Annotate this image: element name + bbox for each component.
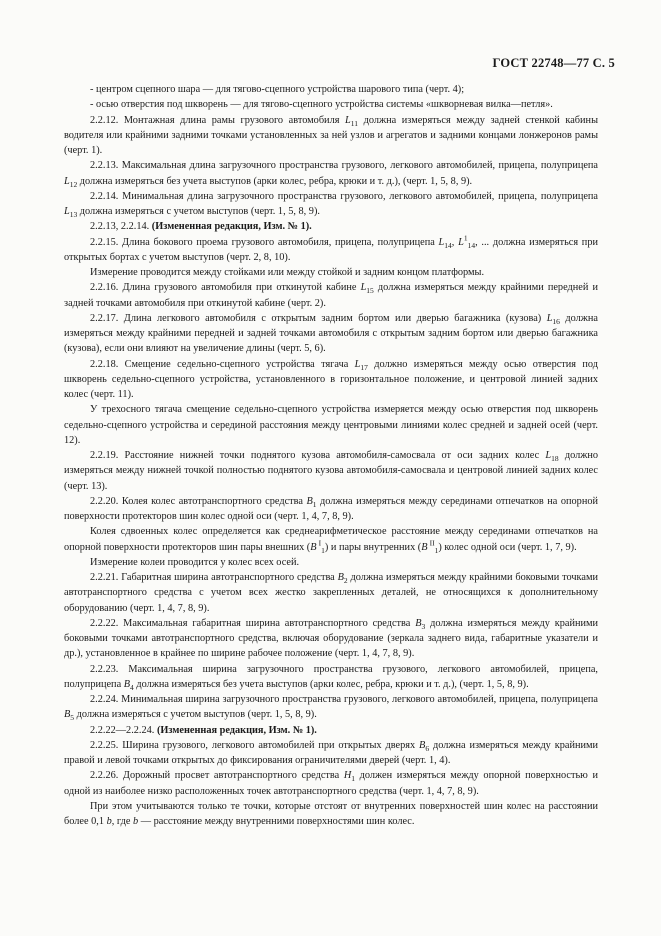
edition-ref: 2.2.13, 2.2.14. [90, 221, 152, 233]
paragraph-p2222ed [64, 723, 598, 738]
paragraph-p2226b: При этом учитываются только те точки, которые отстоят от внутренних поверхностей шин колес на расстоянии более 0,1 b, где b — расстояние между внутренними поверхностями шин колес. [64, 800, 598, 827]
paragraph-p2222: 2.2.22. Максимальная габаритная ширина автотранспортного средства $B_3$ должна измеряться между крайними боковыми точками автотранспортного средства, включая оборудование (зеркала заднего вида, габаритные указатели и др.), установленное в крайнее по ширине рабочее положение (черт. 1, 4, 7, 8, 9). [64, 617, 599, 660]
paragraph-p2224: 2.2.24. Минимальная ширина загрузочного пространства грузового, легкового автомобилей, прицепа, полуприцепа $B_5$ должна измеряться с учетом выступов (черт. 1, 5, 8, 9). [64, 694, 598, 723]
edition-note: (Измененная редакция, Изм. № 1). [151, 221, 312, 233]
paragraph-p2221: 2.2.21. Габаритная ширина автотранспортного средства $B_2$ должна измеряться между крайними боковыми точками автотранспортного средства с учетом всех жестко закрепленных деталей, не относящихся к дополнительному оборудованию (черт. 1, 4, 7, 8, 9). [64, 572, 598, 614]
page-header: ГОСТ 22748—77 С. 5 [492, 56, 615, 70]
paragraph-dash2: - осью отверстия под шкворень — для тягово-сцепного устройства системы «шкворневая вилка—петля». [90, 99, 553, 111]
paragraph-p2225: 2.2.25. Ширина грузового, легкового автомобилей при открытых дверях $B_6$ должна измеряться между крайними правой и левой точками открытых до фиксирования ограничителями дверей (черт. 1, 4). [64, 739, 599, 766]
paragraph-p2216: 2.2.16. Длина грузового автомобиля при откинутой кабине $L_{15}$ должна измеряться между крайними передней и задней точками автомобиля при откинутой кабине (черт. 2). [64, 282, 599, 309]
paragraph-p2213: 2.2.13. Максимальная длина загрузочного пространства грузового, легкового автомобилей, прицепа, полуприцепа $L_{12}$ должна измеряться без учета выступов (арки колес, ребра, крюки и т. д.), (черт. 1, 5, 8, 9). [64, 160, 598, 189]
paragraph-dash1: - центром сцепного шара — для тягово-сцепного устройства шарового типа (черт. 4); [90, 84, 465, 95]
paragraph-p2213ed [64, 219, 598, 234]
document-body [64, 82, 598, 829]
paragraph-p2226: 2.2.26. Дорожный просвет автотранспортного средства $H_1$ должен измеряться между опорной поверхностью и одной из наиболее низко расположенных точек автотранспортного средства (черт. 1, 4, 7, 8, 9). [64, 770, 598, 797]
edition-ref: 2.2.22—2.2.24. [90, 724, 157, 736]
paragraph-p2217: 2.2.17. Длина легкового автомобиля с открытым задним бортом или дверью багажника (кузова) $L_{16}$ должна измеряться между крайними передней и задней точками автомобиля с открытым задним бортом или дверью багажника (кузова), если они влияют на увеличение длины (черт. 5, 6). [64, 312, 598, 355]
paragraph-p2218: 2.2.18. Смещение седельно-сцепного устройства тягача $L_{17}$ должно измеряться между осью отверстия под шкворень седельно-сцепного устройства, установленного в горизонтальное положение, и центровой линией задних колес (черт. 11). [64, 358, 598, 400]
paragraph-p2220b: Колея сдвоенных колес определяется как среднеарифметическое расстояние между серединами отпечатков на опорной поверхности протекторов шин пары внешних (B $^I_1$) и пары внутренних (B $^{II}_1$) колес одной оси (черт. 1, 7, 9). [64, 526, 598, 555]
paragraph-p2218b: У трехосного тягача смещение седельно-сцепного устройства измеряется между осью отверстия под шкворень седельно-сцепного устройства и серединой расстояния между центровыми линиями колес средней и задней осей (черт. 12). [64, 404, 598, 446]
paragraph-p2212: 2.2.12. Монтажная длина рамы грузового автомобиля $L_{11}$ должна измеряться между задней стенкой кабины водителя или крайними задними точками установленных за ней узлов и агрегатов и задними концами лонжеронов рамы (черт. 1). [64, 114, 598, 156]
paragraph-p2223: 2.2.23. Максимальная ширина загрузочного пространства грузового, легкового автомобилей, прицепа, полуприцепа $B_4$ должна измеряться без учета выступов (арки колес, ребра, крюки и т. д.), (черт. 1, 5, 8, 9). [64, 663, 598, 692]
paragraph-p2215b: Измерение проводится между стойками или между стойкой и задним концом платформы. [90, 267, 485, 278]
edition-note: (Измененная редакция, Изм. № 1). [156, 724, 317, 736]
paragraph-p2220: 2.2.20. Колея колес автотранспортного средства $B_1$ должна измеряться между серединами отпечатков на опорной поверхности протекторов шин колес одной оси (черт. 1, 4, 7, 8, 9). [64, 495, 598, 522]
paragraph-p2215: 2.2.15. Длина бокового проема грузового автомобиля, прицепа, полуприцепа $L_{14}$, $L^1_{14}$, ... должна измеряться при открытых бортах с учетом выступов (черт. 2, 8, 10). [64, 233, 598, 263]
paragraph-p2220c: Измерение колеи проводится у колес всех осей. [90, 556, 300, 568]
paragraph-p2219: 2.2.19. Расстояние нижней точки поднятого кузова автомобиля-самосвала от оси задних колес $L_{18}$ должно измеряться между нижней точкой полностью поднятого кузова автомобиля-самосвала и центровой линией задних колес (черт. 13). [64, 450, 598, 492]
paragraph-p2214: 2.2.14. Минимальная длина загрузочного пространства грузового, легкового автомобилей, прицепа, полуприцепа $L_{13}$ должна измеряться с учетом выступов (черт. 1, 5, 8, 9). [64, 190, 598, 220]
